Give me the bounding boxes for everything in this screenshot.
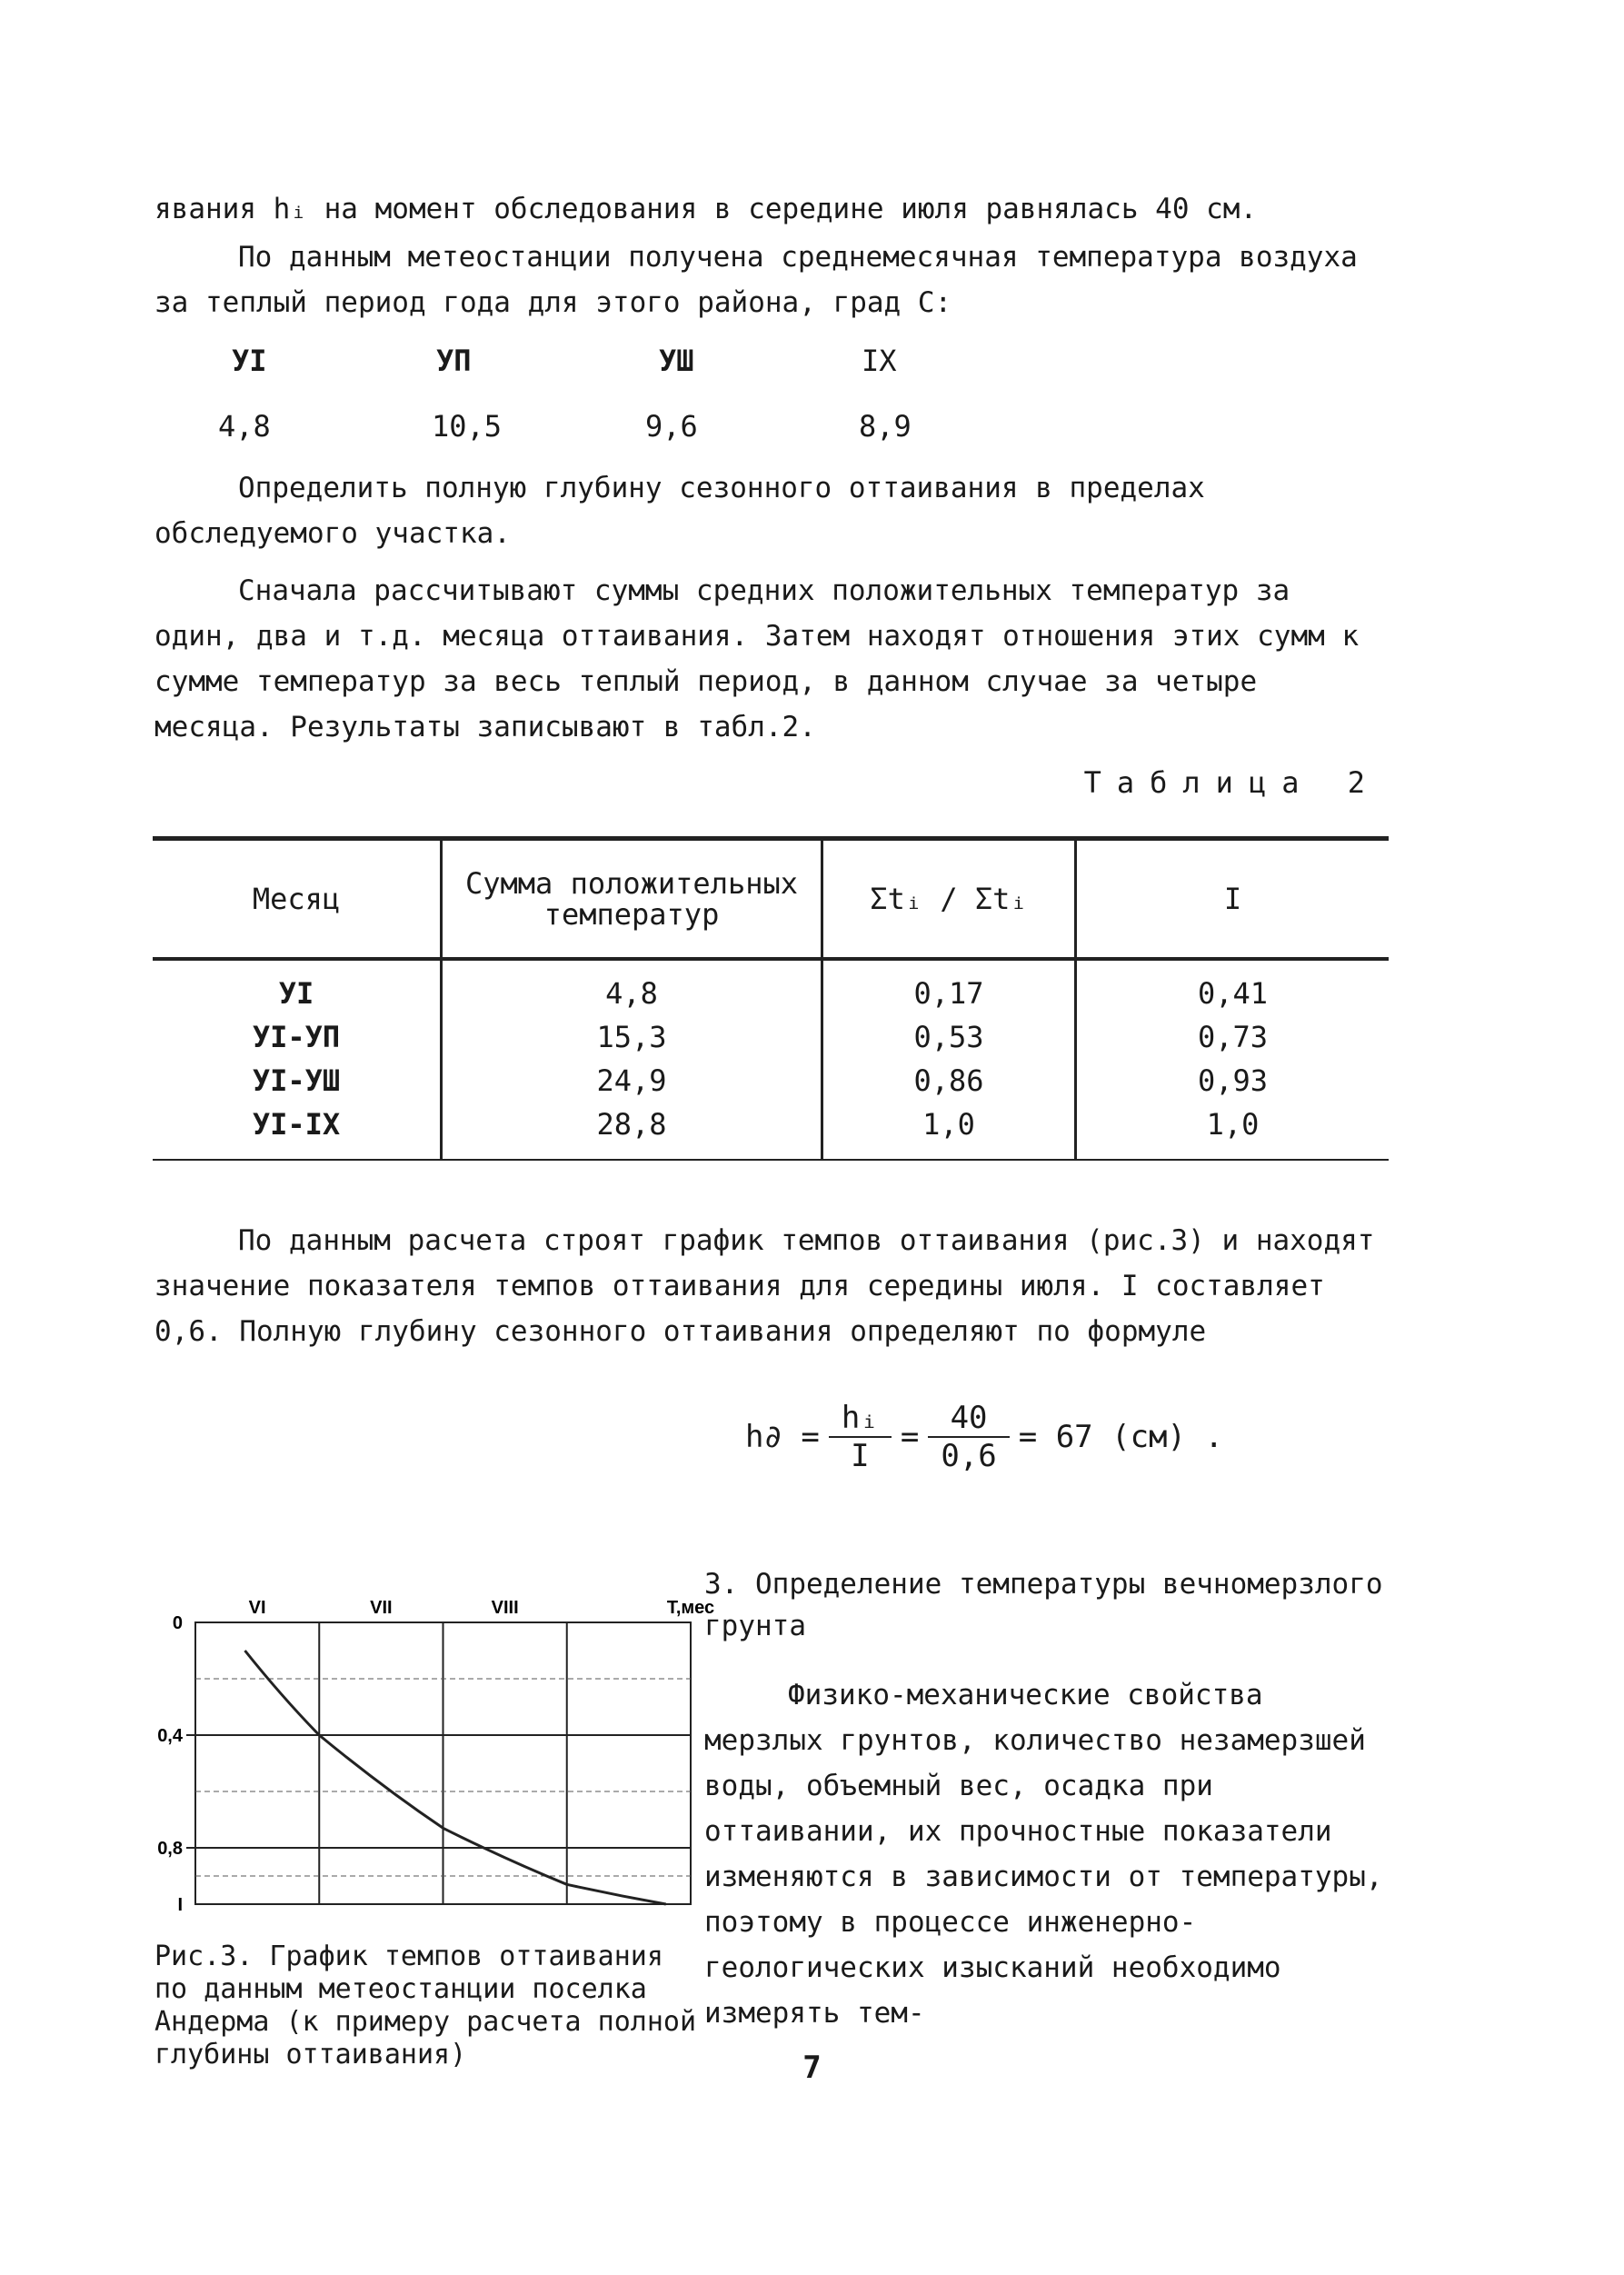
fraction-1-den: I: [851, 1438, 870, 1474]
table-row: [153, 959, 1389, 1015]
cell: 0,17: [822, 959, 1076, 1015]
x-tick-label: T,мес: [666, 1598, 715, 1618]
cell: 15,3: [442, 1015, 822, 1059]
paragraph-3: Определить полную глубину сезонного оттаивания в пределах обследуемого участка.: [154, 472, 1205, 550]
formula-rhs: = 67 (см) .: [1018, 1419, 1223, 1455]
y-tick-label: 0: [172, 1613, 183, 1633]
fraction-1-num: hᵢ: [829, 1400, 892, 1438]
temp-value: 9,6: [645, 409, 698, 444]
chart-series-line: [245, 1651, 666, 1904]
x-tick-label: VIII: [491, 1598, 519, 1618]
thaw-rate-chart: [154, 1586, 715, 1941]
month-label: УI: [232, 344, 267, 378]
page-number: 7: [802, 2050, 822, 2086]
cell: 1,0: [1076, 1103, 1390, 1160]
cell: УI-УШ: [252, 1063, 341, 1098]
figure-caption: Рис.3. График темпов оттаивания по данным метеостанции поселка Андерма (к примеру расчета полной глубины оттаивания): [154, 1941, 697, 2070]
chart-ticks: [157, 1598, 714, 1915]
header-index: I: [1076, 839, 1390, 960]
table-row: [153, 1015, 1389, 1059]
month-label: IX: [862, 344, 897, 378]
cell: 28,8: [442, 1103, 822, 1160]
cell: 0,86: [822, 1059, 1076, 1103]
paragraph-4: Сначала рассчитывают суммы средних положительных температур за один, два и т.д. месяца оттаивания. Затем находят отношения этих сумм к сумме температур за весь теплый период, в данном случае за четыре месяца. Результаты записывают в табл.2.: [154, 574, 1360, 743]
chart-grid: [186, 1622, 691, 1904]
table-title: Таблица 2: [1083, 765, 1380, 800]
section-title: 3. Определение температуры вечномерзлого грунта: [704, 1568, 1383, 1642]
table-2: [153, 836, 1389, 1161]
cell: 0,73: [1076, 1015, 1390, 1059]
table-row: [153, 1103, 1389, 1160]
temp-value: 4,8: [218, 409, 271, 444]
cell: 0,93: [1076, 1059, 1390, 1103]
header-sum: Сумма положительных температур: [442, 839, 822, 960]
month-label: УШ: [659, 344, 694, 378]
cell: 0,53: [822, 1015, 1076, 1059]
paragraph-2: По данным метеостанции получена среднемесячная температура воздуха за теплый период года для этого района, град С:: [154, 241, 1358, 319]
cell: 1,0: [822, 1103, 1076, 1160]
formula-lhs: h∂ =: [745, 1419, 820, 1455]
cell: 24,9: [442, 1059, 822, 1103]
x-tick-label: VI: [248, 1598, 266, 1618]
fraction-2: [928, 1400, 1009, 1474]
fraction-2-den: 0,6: [941, 1438, 997, 1474]
header-month: Месяц: [153, 839, 442, 960]
y-tick-label: I: [177, 1895, 183, 1915]
month-label: УП: [436, 344, 472, 378]
cell: 4,8: [442, 959, 822, 1015]
cell: 0,41: [1076, 959, 1390, 1015]
y-tick-label: 0,4: [157, 1726, 183, 1746]
paragraph-5: По данным расчета строят график темпов оттаивания (рис.3) и находят значение показателя темпов оттаивания для середины июля. I составляет 0,6. Полную глубину сезонного оттаивания определяют по формуле: [154, 1224, 1375, 1348]
header-ratio: Σtᵢ / Σtᵢ: [822, 839, 1076, 960]
paragraph-6: Физико-механические свойства мерзлых грунтов, количество незамерзшей воды, объемный вес, осадка при оттаивании, их прочностные показатели изменяются в зависимости от температуры, поэтому в процессе инженерно-геологических изысканий необходимо измерять тем-: [704, 1679, 1383, 2030]
cell: УI: [278, 976, 314, 1011]
fraction-2-num: 40: [928, 1400, 1009, 1438]
paragraph-1: явания hᵢ на момент обследования в середине июля равнялась 40 см.: [154, 193, 1258, 225]
fraction-1: [829, 1400, 892, 1474]
formula: h∂ = $\frac{\text{hᵢ}}{I}$ = $\frac{40}{0,6}$ = 67 (см) .: [745, 1400, 1223, 1474]
table-row: [153, 1059, 1389, 1103]
cell: УI-УП: [252, 1020, 341, 1054]
x-tick-label: VII: [370, 1598, 393, 1618]
temp-value: 8,9: [859, 409, 912, 444]
y-tick-label: 0,8: [157, 1839, 183, 1859]
cell: УI-IX: [252, 1107, 341, 1142]
temp-value: 10,5: [432, 409, 503, 444]
